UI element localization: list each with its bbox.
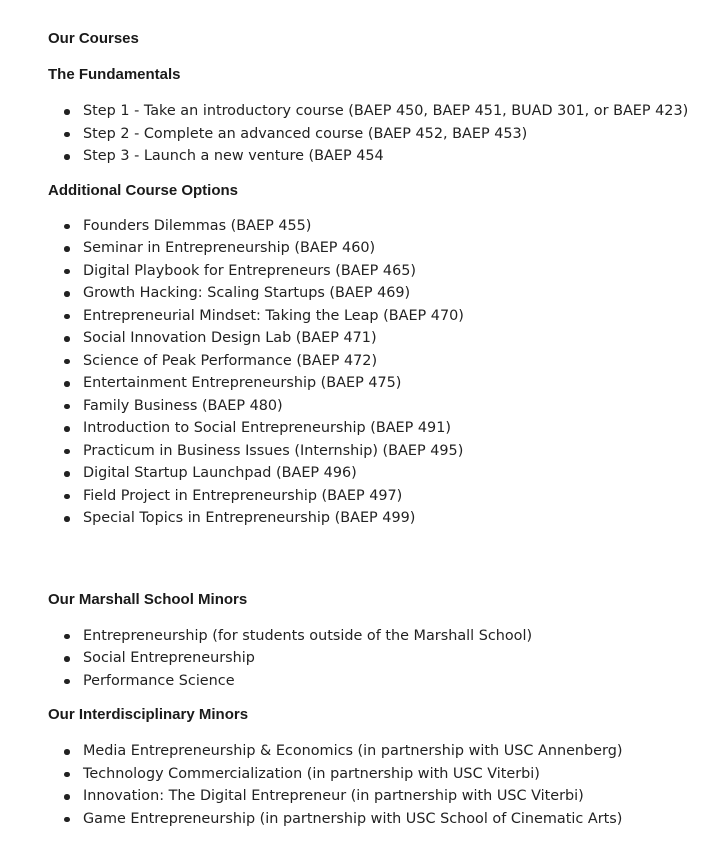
bullet-icon — [64, 336, 70, 342]
list-item-text: Technology Commercialization (in partnership with USC Viterbi) — [83, 765, 540, 782]
list-item — [48, 440, 721, 463]
list-item-text: Step 2 - Complete an advanced course (BAEP 452, BAEP 453) — [83, 125, 528, 142]
list-item-text: Introduction to Social Entrepreneurship (BAEP 491) — [83, 420, 451, 436]
list-item-text: Science of Peak Performance (BAEP 472) — [83, 352, 378, 369]
bullet-icon — [64, 291, 70, 297]
list-item — [48, 507, 721, 530]
list-item-text: Entertainment Entrepreneurship (BAEP 475) — [83, 375, 402, 391]
marshall-minors-list — [48, 625, 721, 693]
list-item — [48, 417, 721, 440]
list-item — [48, 670, 721, 693]
list-item-text: Field Project in Entrepreneurship (BAEP 497) — [83, 487, 403, 504]
list-item — [48, 395, 721, 418]
list-item — [48, 485, 721, 508]
list-item — [48, 237, 721, 260]
list-item — [48, 145, 721, 168]
list-item — [48, 763, 721, 786]
bullet-icon — [64, 269, 70, 275]
bullet-icon — [64, 817, 70, 823]
bullet-icon — [64, 132, 70, 138]
list-item-text: Family Business (BAEP 480) — [83, 397, 283, 414]
bullet-icon — [64, 381, 70, 387]
list-item-text: Founders Dilemmas (BAEP 455) — [83, 217, 312, 234]
list-item-text: Media Entrepreneurship & Economics (in partnership with USC Annenberg) — [83, 743, 623, 759]
list-item — [48, 462, 721, 485]
bullet-icon — [64, 154, 70, 160]
bullet-icon — [64, 494, 70, 500]
list-item-text: Game Entrepreneurship (in partnership with USC School of Cinematic Arts) — [83, 810, 623, 827]
bullet-icon — [64, 749, 70, 755]
list-item — [48, 282, 721, 305]
bullet-icon — [64, 404, 70, 410]
interdisciplinary-minors-heading: Our Interdisciplinary Minors — [48, 706, 249, 723]
list-item-text: Performance Science — [83, 672, 235, 689]
list-item — [48, 625, 721, 648]
list-item-text: Step 1 - Take an introductory course (BAEP 450, BAEP 451, BUAD 301, or BAEP 423) — [83, 103, 689, 119]
list-item-text: Social Innovation Design Lab (BAEP 471) — [83, 330, 377, 346]
list-item — [48, 372, 721, 395]
bullet-icon — [64, 656, 70, 662]
list-item-text: Special Topics in Entrepreneurship (BAEP 499) — [83, 510, 416, 526]
list-item-text: Innovation: The Digital Entrepreneur (in partnership with USC Viterbi) — [83, 788, 584, 804]
list-item-text: Practicum in Business Issues (Internship) (BAEP 495) — [83, 442, 464, 459]
bullet-icon — [64, 246, 70, 252]
list-item — [48, 260, 721, 283]
bullet-icon — [64, 449, 70, 455]
bullet-icon — [64, 109, 70, 115]
bullet-icon — [64, 426, 70, 432]
additional-courses-list — [48, 215, 721, 530]
bullet-icon — [64, 794, 70, 800]
bullet-icon — [64, 359, 70, 365]
bullet-icon — [64, 634, 70, 640]
additional-courses-heading: Additional Course Options — [48, 181, 238, 199]
list-item — [48, 100, 721, 123]
list-item — [48, 808, 721, 831]
list-item-text: Digital Playbook for Entrepreneurs (BAEP 465) — [83, 262, 417, 279]
list-item-text: Social Entrepreneurship — [83, 650, 255, 666]
bullet-icon — [64, 516, 70, 522]
list-item-text: Digital Startup Launchpad (BAEP 496) — [83, 465, 357, 481]
list-item-text: Step 3 - Launch a new venture (BAEP 454 — [83, 148, 384, 164]
list-item — [48, 647, 721, 670]
our-courses-heading: Our Courses — [48, 30, 139, 47]
bullet-icon — [64, 471, 70, 477]
list-item-text: Entrepreneurial Mindset: Taking the Leap (BAEP 470) — [83, 307, 464, 324]
list-item — [48, 327, 721, 350]
bullet-icon — [64, 772, 70, 778]
list-item — [48, 350, 721, 373]
bullet-icon — [64, 314, 70, 320]
list-item-text: Seminar in Entrepreneurship (BAEP 460) — [83, 240, 376, 256]
list-item — [48, 305, 721, 328]
interdisciplinary-minors-list — [48, 740, 721, 830]
list-item-text: Entrepreneurship (for students outside of the Marshall School) — [83, 627, 533, 644]
bullet-icon — [64, 224, 70, 230]
bullet-icon — [64, 679, 70, 685]
marshall-minors-heading: Our Marshall School Minors — [48, 590, 248, 608]
fundamentals-heading: The Fundamentals — [48, 66, 181, 83]
fundamentals-list — [48, 100, 721, 168]
list-item — [48, 785, 721, 808]
list-item — [48, 215, 721, 238]
list-item — [48, 123, 721, 146]
list-item-text: Growth Hacking: Scaling Startups (BAEP 469) — [83, 285, 411, 301]
list-item — [48, 740, 721, 763]
